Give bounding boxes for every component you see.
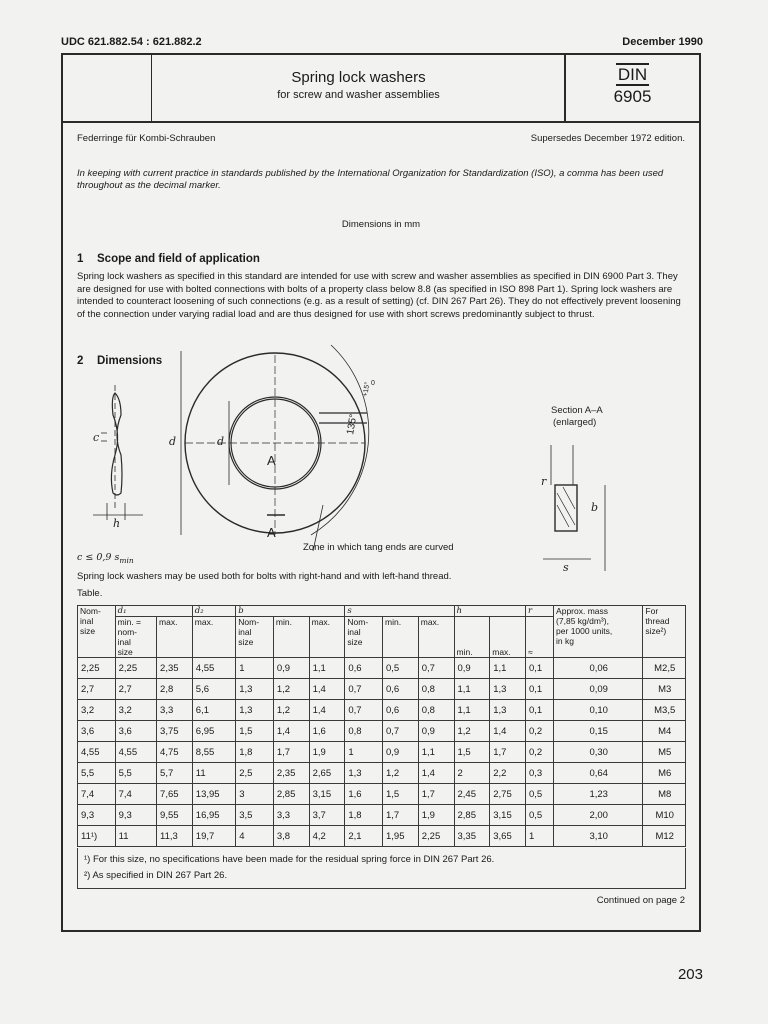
- table-cell: 1,95: [383, 826, 419, 847]
- table-cell: 6,95: [192, 721, 235, 742]
- table-cell: 13,95: [192, 784, 235, 805]
- document-frame: [61, 53, 701, 932]
- table-row: [78, 784, 686, 805]
- table-cell: 3,15: [309, 784, 345, 805]
- table-cell: 0,10: [554, 700, 643, 721]
- table-cell: 9,3: [115, 805, 156, 826]
- table-cell: 0,8: [418, 700, 454, 721]
- table-cell: M4: [643, 721, 686, 742]
- section-2-number: 2: [77, 355, 84, 367]
- table-cell: 1,4: [309, 679, 345, 700]
- table-cell: 16,95: [192, 805, 235, 826]
- table-cell: 1,1: [418, 742, 454, 763]
- table-cell: 3,10: [554, 826, 643, 847]
- table-label: Table.: [77, 588, 103, 599]
- udc-code: UDC 621.882.54 : 621.882.2: [61, 36, 202, 48]
- table-cell: 0,5: [526, 784, 554, 805]
- section-1-title: Scope and field of application: [97, 253, 260, 265]
- table-cell: 0,9: [273, 658, 309, 679]
- th-b-max: max.: [309, 617, 345, 658]
- table-cell: 2,75: [490, 784, 526, 805]
- table-cell: 0,6: [383, 679, 419, 700]
- german-title: Federringe für Kombi-Schrauben: [77, 133, 216, 144]
- table-cell: 3,65: [490, 826, 526, 847]
- document-subtitle: for screw and washer assemblies: [277, 89, 440, 101]
- table-cell: 3,5: [236, 805, 274, 826]
- table-cell: 0,1: [526, 679, 554, 700]
- table-cell: 2,5: [236, 763, 274, 784]
- table-cell: 9,3: [78, 805, 116, 826]
- label-s: s: [563, 561, 569, 574]
- table-cell: 7,65: [157, 784, 193, 805]
- table-cell: 3,8: [273, 826, 309, 847]
- table-cell: 5,7: [157, 763, 193, 784]
- table-cell: 2,35: [273, 763, 309, 784]
- table-cell: 1,7: [273, 742, 309, 763]
- table-cell: 1,1: [490, 658, 526, 679]
- table-cell: 5,5: [115, 763, 156, 784]
- title-area: [151, 69, 566, 101]
- table-cell: 1,6: [345, 784, 383, 805]
- table-cell: 4,55: [192, 658, 235, 679]
- table-cell: 19,7: [192, 826, 235, 847]
- table-cell: 1,4: [309, 700, 345, 721]
- section-1-heading: [77, 253, 260, 265]
- table-cell: 0,30: [554, 742, 643, 763]
- table-cell: 1,8: [345, 805, 383, 826]
- table-cell: 2,8: [157, 679, 193, 700]
- table-cell: 0,1: [526, 700, 554, 721]
- section-2-title: Dimensions: [97, 355, 163, 367]
- title-block-left-cell: [63, 55, 152, 121]
- table-cell: 2,25: [418, 826, 454, 847]
- label-c: c: [93, 431, 100, 444]
- table-cell: 4: [236, 826, 274, 847]
- table-cell: 0,64: [554, 763, 643, 784]
- table-cell: 1,2: [273, 679, 309, 700]
- th-mass: Approx. mass (7,85 kg/dm³), per 1000 units, in kg: [554, 606, 643, 658]
- table-cell: 2,35: [157, 658, 193, 679]
- table-cell: 5,6: [192, 679, 235, 700]
- th-s-max: max.: [418, 617, 454, 658]
- table-cell: 1,7: [490, 742, 526, 763]
- table-row: [78, 826, 686, 847]
- table-cell: 0,8: [345, 721, 383, 742]
- din-number: 6905: [613, 87, 652, 106]
- table-cell: 11¹): [78, 826, 116, 847]
- continued-note: Continued on page 2: [596, 895, 685, 906]
- table-cell: 1: [236, 658, 274, 679]
- table-cell: 1,6: [309, 721, 345, 742]
- table-cell: 0,06: [554, 658, 643, 679]
- th-s-min: min.: [383, 617, 419, 658]
- table-cell: 2,85: [454, 805, 490, 826]
- table-cell: 2,45: [454, 784, 490, 805]
- table-cell: 1,8: [236, 742, 274, 763]
- table-cell: 0,7: [345, 679, 383, 700]
- din-label: DIN: [617, 65, 648, 84]
- table-cell: 1,3: [236, 679, 274, 700]
- table-cell: 1,3: [490, 700, 526, 721]
- th-h-min: min.: [454, 617, 490, 658]
- table-row: [78, 742, 686, 763]
- table-cell: 2,25: [115, 658, 156, 679]
- table-cell: 1,5: [236, 721, 274, 742]
- table-cell: 1: [345, 742, 383, 763]
- table-cell: 4,55: [115, 742, 156, 763]
- footnote-2: ²) As specified in DIN 267 Part 26.: [84, 870, 228, 881]
- th-d1-min: min. = nom- inal size: [115, 617, 156, 658]
- table-cell: 2,00: [554, 805, 643, 826]
- table-row: [78, 700, 686, 721]
- table-cell: 0,6: [345, 658, 383, 679]
- table-cell: 3,75: [157, 721, 193, 742]
- table-cell: M5: [643, 742, 686, 763]
- table-cell: 1,9: [418, 805, 454, 826]
- din-block: [564, 55, 699, 121]
- table-cell: 0,2: [526, 742, 554, 763]
- title-row: [77, 133, 685, 144]
- label-angle: 135°: [345, 413, 360, 436]
- table-cell: 3,2: [115, 700, 156, 721]
- table-cell: 3,3: [273, 805, 309, 826]
- table-cell: 1,1: [454, 700, 490, 721]
- table-cell: 0,5: [526, 805, 554, 826]
- section-1-number: 1: [77, 253, 84, 265]
- table-cell: 1,3: [236, 700, 274, 721]
- table-cell: M10: [643, 805, 686, 826]
- label-section-a-top: A: [267, 453, 276, 468]
- label-d2: d: [217, 435, 225, 448]
- table-cell: 3,6: [78, 721, 116, 742]
- zone-caption: Zone in which tang ends are curved: [303, 542, 454, 553]
- table-cell: 0,3: [526, 763, 554, 784]
- label-section-a-bottom: A: [267, 525, 276, 540]
- table-cell: 1,1: [309, 658, 345, 679]
- th-b-nominal: Nom- inal size: [236, 617, 274, 658]
- table-cell: 2,7: [115, 679, 156, 700]
- th-d1: d₁: [115, 606, 192, 617]
- table-cell: 0,6: [383, 700, 419, 721]
- table-cell: 0,5: [383, 658, 419, 679]
- table-cell: 4,75: [157, 742, 193, 763]
- table-cell: 0,9: [418, 721, 454, 742]
- c-condition: c ≤ 0,9 $s_{min}$: [77, 552, 134, 565]
- title-block: [63, 55, 699, 123]
- label-r: r: [541, 475, 547, 488]
- table-cell: 7,4: [78, 784, 116, 805]
- table-cell: 8,55: [192, 742, 235, 763]
- side-view: [93, 385, 143, 520]
- table-cell: 11,3: [157, 826, 193, 847]
- table-row: [78, 805, 686, 826]
- table-cell: 3,2: [78, 700, 116, 721]
- table-cell: 1,9: [309, 742, 345, 763]
- table-cell: M12: [643, 826, 686, 847]
- supersedes-note: Supersedes December 1972 edition.: [530, 133, 685, 144]
- th-h: h: [454, 606, 526, 617]
- table-row: [78, 658, 686, 679]
- section-2-heading: [77, 355, 162, 367]
- table-cell: 0,9: [383, 742, 419, 763]
- table-cell: 2,2: [490, 763, 526, 784]
- dimensions-table: [77, 605, 686, 847]
- section-label: Section A–A: [551, 405, 603, 416]
- table-cell: 2,7: [78, 679, 116, 700]
- table-cell: 0,2: [526, 721, 554, 742]
- table-cell: 3,15: [490, 805, 526, 826]
- table-cell: 6,1: [192, 700, 235, 721]
- table-cell: 2: [454, 763, 490, 784]
- table-cell: 2,65: [309, 763, 345, 784]
- top-line: [61, 36, 703, 48]
- table-cell: 3: [236, 784, 274, 805]
- th-s: s: [345, 606, 454, 617]
- table-cell: 11: [115, 826, 156, 847]
- table-cell: 4,55: [78, 742, 116, 763]
- th-nominal-size: Nom- inal size: [78, 606, 116, 658]
- table-cell: 1,5: [454, 742, 490, 763]
- table-cell: 0,7: [345, 700, 383, 721]
- table-cell: 11: [192, 763, 235, 784]
- table-cell: 3,7: [309, 805, 345, 826]
- label-b: b: [591, 501, 599, 514]
- page-number: 203: [677, 966, 703, 983]
- table-cell: 1,7: [383, 805, 419, 826]
- th-r: r: [526, 606, 554, 617]
- table-cell: 0,09: [554, 679, 643, 700]
- th-b: b: [236, 606, 345, 617]
- table-cell: M8: [643, 784, 686, 805]
- table-cell: 2,25: [78, 658, 116, 679]
- table-cell: 1,3: [345, 763, 383, 784]
- table-cell: 0,15: [554, 721, 643, 742]
- table-cell: 3,6: [115, 721, 156, 742]
- thread-note: Spring lock washers may be used both for bolts with right-hand and with left-hand thread.: [77, 571, 452, 582]
- table-cell: 0,7: [383, 721, 419, 742]
- table-cell: 1,4: [490, 721, 526, 742]
- table-cell: 1,2: [454, 721, 490, 742]
- table-cell: 2,85: [273, 784, 309, 805]
- top-view: [181, 345, 372, 551]
- th-thread: For thread size²): [643, 606, 686, 658]
- table-cell: 1,2: [273, 700, 309, 721]
- table-footnotes: [77, 848, 686, 889]
- table-cell: 1: [526, 826, 554, 847]
- table-cell: 1,4: [418, 763, 454, 784]
- table-cell: M2,5: [643, 658, 686, 679]
- table-cell: M3: [643, 679, 686, 700]
- section-enlarged: (enlarged): [553, 417, 597, 428]
- table-cell: 3,3: [157, 700, 193, 721]
- issue-date: December 1990: [622, 36, 703, 48]
- th-d1-max: max.: [157, 617, 193, 658]
- table-cell: 1,5: [383, 784, 419, 805]
- th-d2: d₂: [192, 606, 235, 617]
- table-cell: 2,1: [345, 826, 383, 847]
- table-cell: 0,9: [454, 658, 490, 679]
- label-angle-tol-minus: 0: [371, 380, 375, 387]
- iso-note: In keeping with current practice in standards published by the International Organization for Standardization (ISO), a comma has been used throughout as the decimal marker.: [77, 168, 664, 191]
- table-cell: 1,7: [418, 784, 454, 805]
- section-1-text: Spring lock washers as specified in this standard are intended for use with screw and washer assemblies as specified in DIN 6900 Part 3. They are designed for use with bolted connections with bolts of a property class below 8.8 (as specified in ISO 898 Part 1). Spring lock washers are intended to counteract loosening of such connections (e.g. as a result of setting) (cf. DIN 267 Part 26). They do not effectively prevent loosening of the connection under varying radial load and are thus designed for use with short screws predominantly subject to thrust.: [77, 271, 681, 320]
- table-cell: M3,5: [643, 700, 686, 721]
- th-r-approx: ≈: [526, 617, 554, 658]
- table-cell: 9,55: [157, 805, 193, 826]
- table-cell: 4,2: [309, 826, 345, 847]
- footnote-1: ¹) For this size, no specifications have been made for the residual spring force in DIN 267 Part 26.: [84, 854, 495, 865]
- table-cell: 1,23: [554, 784, 643, 805]
- table-cell: M6: [643, 763, 686, 784]
- table-cell: 1,3: [490, 679, 526, 700]
- label-angle-tol-plus: +15°: [362, 381, 372, 398]
- table-row: [78, 679, 686, 700]
- table-row: [78, 721, 686, 742]
- table-cell: 5,5: [78, 763, 116, 784]
- table-cell: 7,4: [115, 784, 156, 805]
- table-cell: 3,35: [454, 826, 490, 847]
- table-row: [78, 763, 686, 784]
- table-cell: 1,4: [273, 721, 309, 742]
- table-cell: 1,1: [454, 679, 490, 700]
- table-cell: 0,8: [418, 679, 454, 700]
- table-cell: 1,2: [383, 763, 419, 784]
- document-title: Spring lock washers: [291, 69, 426, 86]
- th-d2-max: max.: [192, 617, 235, 658]
- label-h: h: [113, 517, 121, 530]
- table-cell: 0,7: [418, 658, 454, 679]
- label-d1: d: [169, 435, 177, 448]
- th-h-max: max.: [490, 617, 526, 658]
- th-b-min: min.: [273, 617, 309, 658]
- th-s-nominal: Nom- inal size: [345, 617, 383, 658]
- table-cell: 0,1: [526, 658, 554, 679]
- dimensions-note: Dimensions in mm: [341, 219, 421, 230]
